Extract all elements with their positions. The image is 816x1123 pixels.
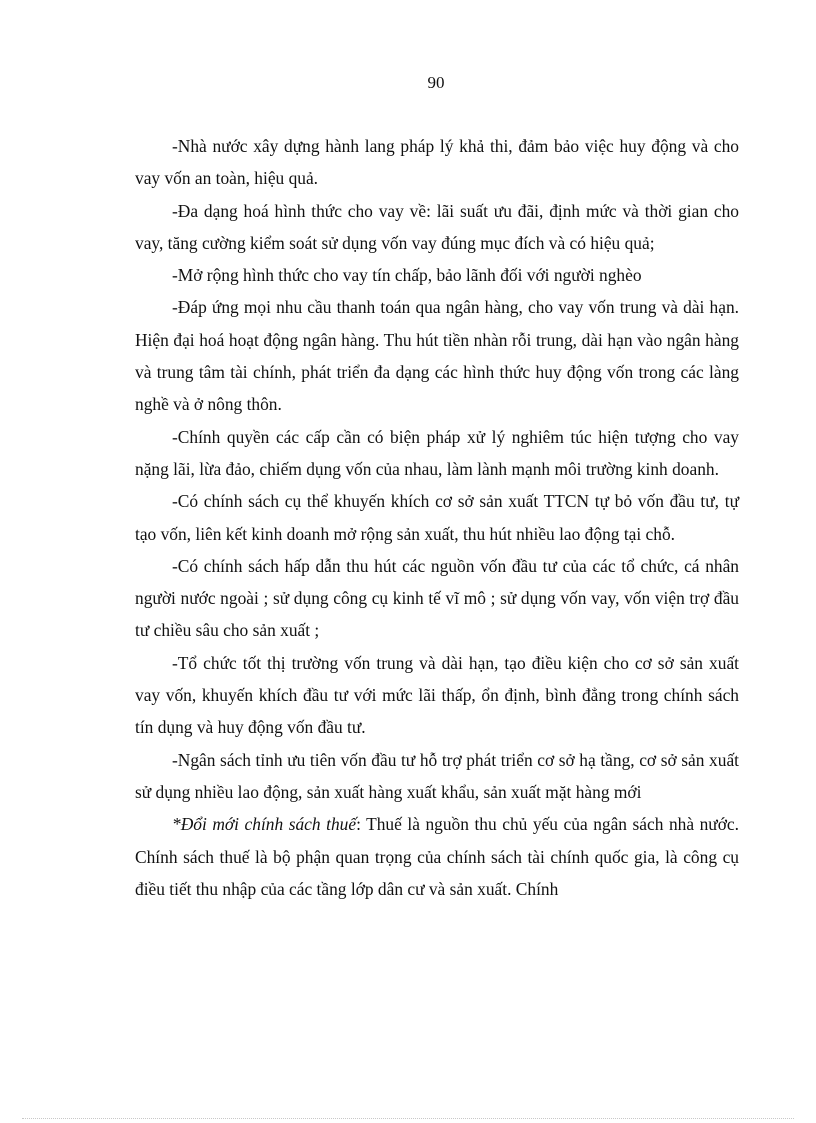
paragraph-9: -Ngân sách tỉnh ưu tiên vốn đầu tư hỗ trợ phát triển cơ sở hạ tầng, cơ sở sản xuất sử dụng nhiều lao động, sản xuất hàng xuất khẩu, sản xuất mặt hàng mới bbox=[135, 749, 739, 802]
paragraph-4: -Đáp ứng mọi nhu cầu thanh toán qua ngân hàng, cho vay vốn trung và dài hạn. Hiện đại hoá hoạt động ngân hàng. Thu hút tiền nhàn rỗi trung, dài hạn vào ngân hàng và trung tâm tài chính, phát triển đa dạng các hình thức huy động vốn trong các làng nghề và ở nông thôn. bbox=[135, 297, 739, 415]
tax-reform-heading: *Đổi mới chính sách thuế bbox=[172, 814, 357, 835]
paragraph-2: -Đa dạng hoá hình thức cho vay về: lãi suất ưu đãi, định mức và thời gian cho vay, tăng cường kiểm soát sử dụng vốn vay đúng mục đích và có hiệu quả; bbox=[135, 200, 739, 253]
paragraph-6: -Có chính sách cụ thể khuyến khích cơ sở sản xuất TTCN tự bỏ vốn đầu tư, tự tạo vốn, liên kết kinh doanh mở rộng sản xuất, thu hút nhiều lao động tại chỗ. bbox=[135, 491, 739, 544]
tax-reform-text: : Thuế là nguồn thu chủ yếu của ngân sách nhà nước. Chính sách thuế là bộ phận quan trọng của chính sách tài chính quốc gia, là công cụ điều tiết thu nhập của các tầng lớp dân cư và sản xuất. Chính bbox=[135, 814, 739, 899]
page-number: 90 bbox=[427, 73, 445, 92]
paragraph-1: -Nhà nước xây dựng hành lang pháp lý khả thi, đảm bảo việc huy động và cho vay vốn an toàn, hiệu quả. bbox=[135, 136, 739, 189]
paragraph-tax-reform bbox=[135, 808, 739, 905]
page-bottom-divider bbox=[22, 1118, 794, 1119]
body-text bbox=[135, 130, 739, 905]
paragraph-5: -Chính quyền các cấp cần có biện pháp xử lý nghiêm túc hiện tượng cho vay nặng lãi, lừa đảo, chiếm dụng vốn của nhau, làm lành mạnh môi trường kinh doanh. bbox=[135, 426, 739, 479]
paragraph-7: -Có chính sách hấp dẫn thu hút các nguồn vốn đầu tư của các tổ chức, cá nhân người nước ngoài ; sử dụng công cụ kinh tế vĩ mô ; sử dụng vốn vay, vốn viện trợ đầu tư chiều sâu cho sản xuất ; bbox=[135, 555, 739, 641]
paragraph-8: -Tổ chức tốt thị trường vốn trung và dài hạn, tạo điều kiện cho cơ sở sản xuất vay vốn, khuyến khích đầu tư với mức lãi thấp, ổn định, bình đẳng trong chính sách tín dụng và huy động vốn đầu tư. bbox=[135, 652, 739, 738]
paragraph-3: -Mở rộng hình thức cho vay tín chấp, bảo lãnh đối với người nghèo bbox=[172, 265, 642, 286]
